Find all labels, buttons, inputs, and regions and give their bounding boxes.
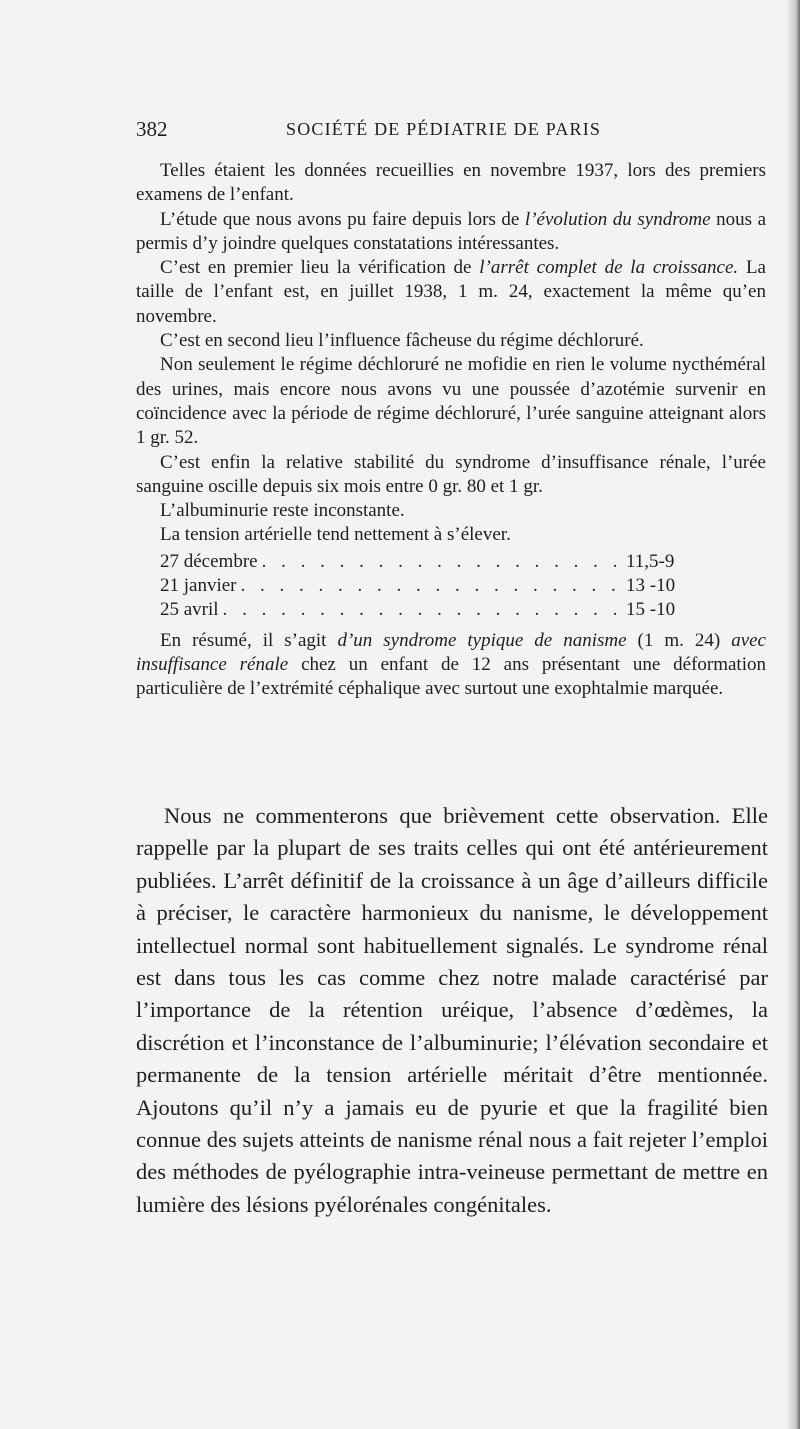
list-item	[136, 574, 766, 598]
paragraph-evolution: L’étude que nous avons pu faire depuis lors de l’évolution du syndrome nous a permis d’y joindre quelques constatations intéressantes.	[136, 208, 767, 254]
paragraph-tension: La tension artérielle tend nettement à s’élever.	[160, 524, 511, 546]
paragraph-initial-data: Telles étaient les données recueillies en novembre 1937, lors des premiers examens de l’enfant.	[136, 160, 766, 206]
measure-value: 15 -10	[626, 599, 676, 621]
paragraph-stability: C’est enfin la relative stabilité du syndrome d’insuffisance rénale, l’urée sanguine oscille depuis six mois entre 0 gr. 80 et 1 gr.	[136, 451, 766, 497]
measure-date: 27 décembre	[160, 550, 258, 572]
journal-title: SOCIÉTÉ DE PÉDIATRIE DE PARIS	[286, 119, 602, 139]
leader-dots	[262, 550, 622, 574]
blood-pressure-list	[136, 550, 766, 623]
book-spine-shadow	[786, 0, 800, 1429]
commentary-text	[136, 800, 768, 1221]
measure-value: 13 -10	[626, 575, 676, 597]
measure-value: 11,5-9	[626, 550, 675, 572]
case-report-text	[136, 159, 766, 702]
measure-date: 21 janvier	[160, 575, 237, 597]
page-number: 382	[136, 117, 168, 141]
paragraph-commentary: Nous ne commenterons que brièvement cette observation. Elle rappelle par la plupart de ses traits celles qui ont été antérieurement publiées. L’arrêt définitif de la croissance à un âge d’ailleurs difficile à préciser, le caractère harmonieux du nanisme, le développement intellectuel normal sont habituellement signalés. Le syndrome rénal est dans tous les cas comme chez notre malade caractérisé par l’importance de la rétention uréique, l’absence d’œdèmes, la discrétion et l’inconstance de l’albuminurie; l’élévation secondaire et permanente de la tension artérielle méritait d’être mentionnée. Ajoutons qu’il n’y a jamais eu de pyurie et que la fragilité bien connue des sujets atteints de nanisme rénal nous a fait rejeter l’emploi des méthodes de pyélographie intra-veineuse permettant de mettre en lumière des lésions pyélorénales congénitales.	[136, 803, 768, 1217]
paragraph-albuminuria: L’albuminurie reste inconstante.	[160, 500, 405, 522]
leader-dots	[241, 574, 622, 598]
paragraph-summary: En résumé, il s’agit d’un syndrome typique de nanisme (1 m. 24) avec insuffisance rénale chez un enfant de 12 ans présentant une déformation particulière de l’extrémité céphalique avec surtout une exophtalmie marquée.	[136, 629, 766, 700]
list-item	[136, 598, 766, 622]
list-item	[136, 550, 766, 574]
paragraph-diet: C’est en second lieu l’influence fâcheuse du régime déchloruré.	[160, 330, 644, 352]
measure-date: 25 avril	[160, 599, 219, 621]
paragraph-azotemia: Non seulement le régime déchloruré ne mofidie en rien le volume nycthéméral des urines, mais encore nous avons vu une poussée d’azotémie survenir en coïncidence avec la période de régime déchloruré, l’urée sanguine atteignant alors 1 gr. 52.	[136, 354, 766, 449]
leader-dots	[223, 598, 622, 622]
paragraph-growth-arrest: C’est en premier lieu la vérification de l’arrêt complet de la croissance. La taille de l’enfant est, en juillet 1938, 1 m. 24, exactement la même qu’en novembre.	[136, 257, 766, 327]
